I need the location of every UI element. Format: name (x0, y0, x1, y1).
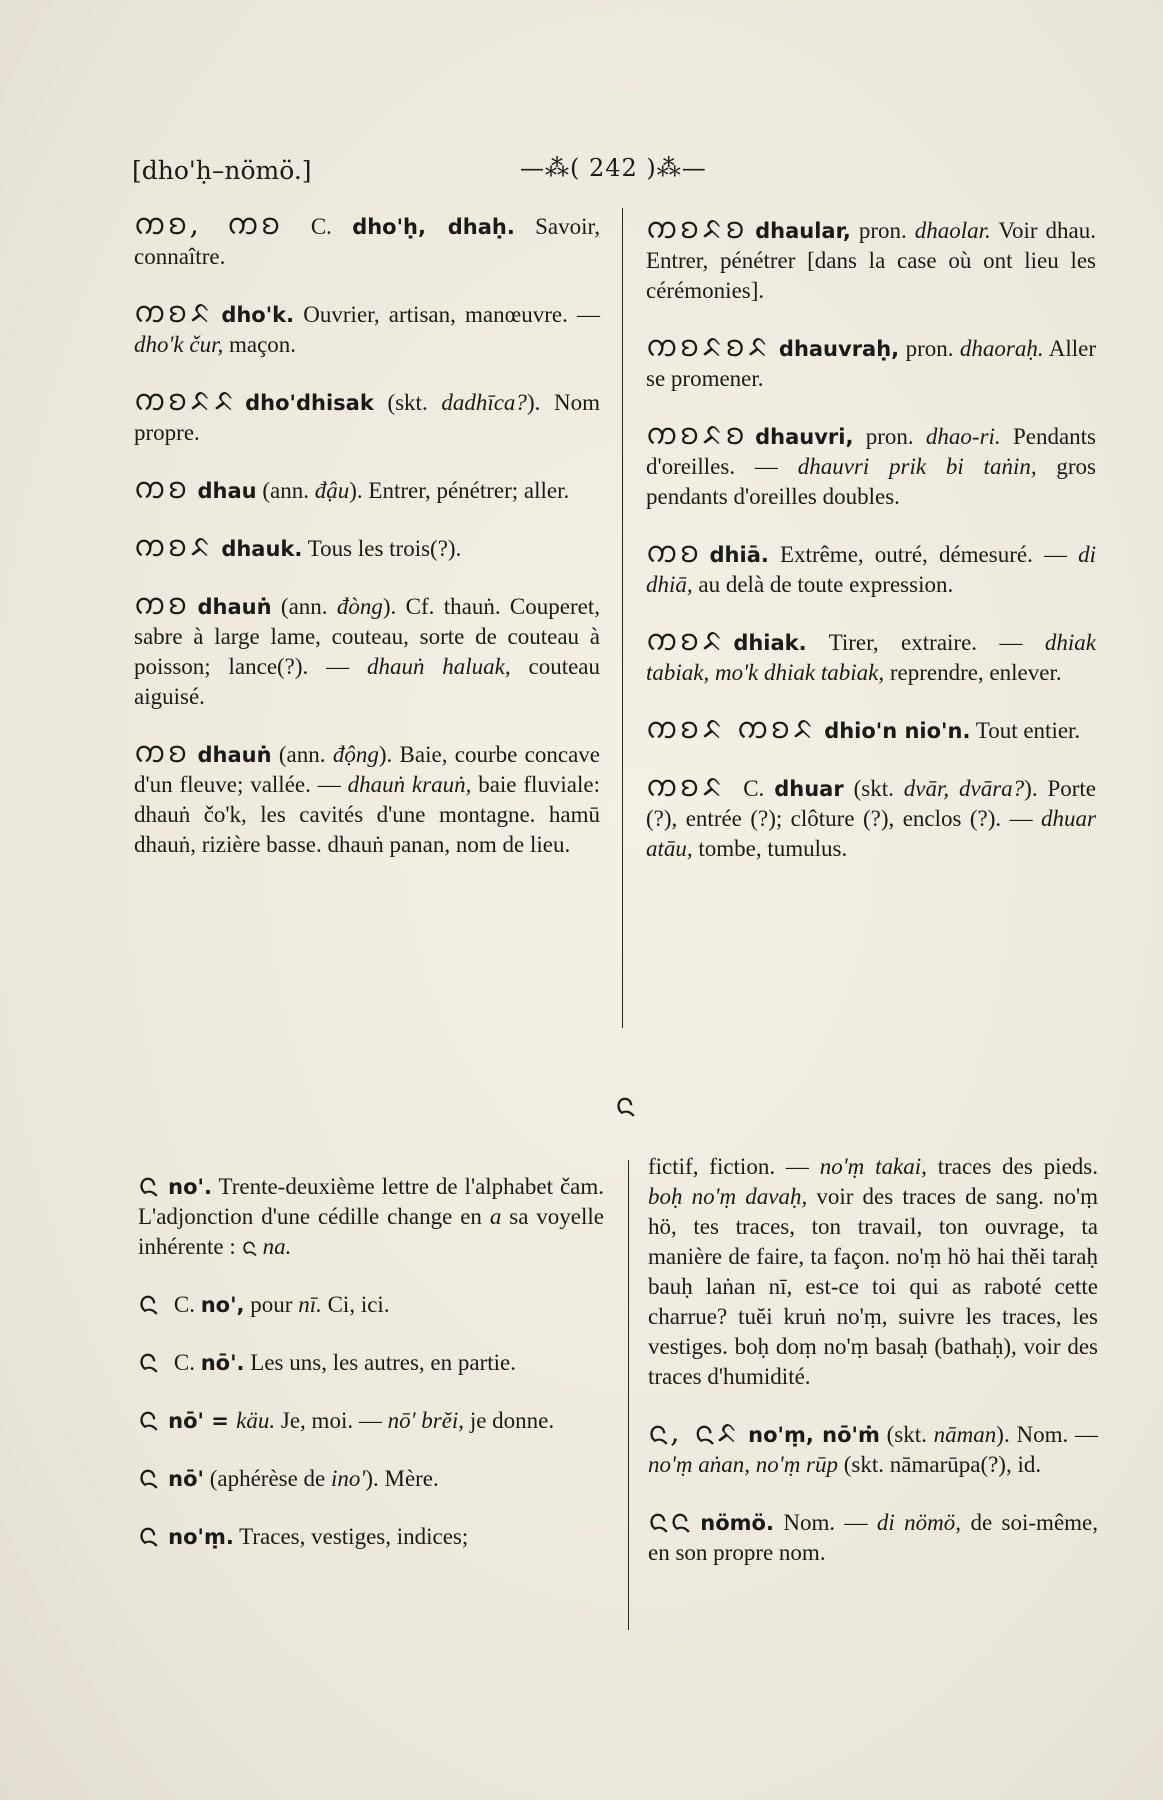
definition-text: Voir dhau. Entrer, pénétrer [dans la case où ont lieu les cérémonies]. (646, 218, 1096, 303)
headword: dho'ḥ, dhaḥ. (352, 215, 515, 239)
example-text: no'ṃ aṅan, no'ṃ rūp (648, 1452, 839, 1477)
headword: dhiak. (733, 631, 807, 655)
definition-text: maçon. (223, 332, 297, 357)
definition-text: Extrême, outré, démesuré. — (768, 542, 1079, 567)
entry-prefix: C. (290, 214, 353, 239)
definition-text: voir des traces de sang. no'ṃ hö, tes traces, ton travail, ton ouvrage, ta manière de faire, ta façon. no'ṃ hö hai thĕi taraḥ bauḥ laṅan nī, est-ce toi qui as raboté cette charrue? tuĕi kruṅ no'ṃ, suivre les traces, les vestiges. boḥ doṃ no'ṃ basaḥ (bathaḥ), voir des traces d'humidité. (648, 1184, 1098, 1389)
headword: dhaular, (755, 219, 851, 243)
definition-text: Tout entier. (970, 718, 1081, 743)
headword: dhuar (774, 777, 844, 801)
headword: dhauṅ (197, 595, 272, 619)
definition-text: (skt. nāmarūpa(?), id. (838, 1452, 1042, 1477)
cham-script-glyph: ᨠᨧ (134, 587, 190, 622)
headword: nō'. (200, 1351, 245, 1375)
headword: no'ṃ. (168, 1525, 234, 1549)
example-text: na. (262, 1234, 292, 1259)
headword: no'ṃ, nō'ṁ (748, 1423, 880, 1447)
example-text: dvār, dvāra? (903, 776, 1025, 801)
example-text: di dhiā, (646, 542, 1096, 597)
headword: dho'dhisak (245, 391, 374, 415)
example-text: đậu (314, 478, 350, 503)
definition-text: Ci, ici. (321, 1292, 390, 1317)
headword: dhauṅ (197, 743, 272, 767)
definition-text: ). Nom. — (996, 1422, 1098, 1447)
dictionary-entry (134, 529, 600, 564)
headword: nō' = (168, 1409, 237, 1433)
cham-script-glyph: ᨠᨧᨅ (646, 623, 726, 658)
example-text: a (489, 1204, 502, 1229)
column-n-left (138, 1167, 605, 1578)
dictionary-entry (134, 383, 600, 448)
headword: nō' (168, 1467, 204, 1491)
definition-text: pron. (850, 218, 915, 243)
example-text: boḥ no'ṃ davaḥ, (648, 1184, 808, 1209)
example-text: dhaolar. (914, 218, 991, 243)
cham-script-glyph: ᨠᨧ (134, 735, 190, 770)
cham-script-glyph: ᨠᨧᨅᨧᨅ (646, 329, 771, 364)
definition-text: pron. (853, 424, 926, 449)
headword: dhauvri, (755, 425, 854, 449)
running-head: [dho'ḥ–nömö.] (132, 156, 312, 185)
definition-text: reprendre, enlever. (884, 660, 1062, 685)
dictionary-entry (134, 471, 600, 506)
example-text: dhaoraḥ. (959, 336, 1044, 361)
definition-text: je donne. (464, 1408, 555, 1433)
example-text: di nömö, (876, 1510, 962, 1535)
cham-script-glyph: ᨠᨧᨅ (134, 529, 214, 564)
dictionary-entry (646, 769, 1097, 864)
definition-text: au delà de toute expression. (692, 572, 954, 597)
headword: dhauk. (221, 537, 303, 561)
example-text: dhauṅ haluak, (366, 654, 511, 679)
cham-script-glyph: ᨶ (138, 1401, 161, 1436)
definition-text: Les uns, les autres, en partie. (244, 1350, 516, 1375)
definition-text: pron. (899, 336, 960, 361)
dictionary-entry (138, 1401, 604, 1436)
cham-script-glyph: ᨠᨧᨅ ᨠᨧᨅ (646, 711, 817, 746)
definition-text: (skt. (373, 390, 442, 415)
definition-text: (ann. (271, 742, 333, 767)
entry-prefix: C. (733, 776, 775, 801)
example-text: dhauvri prik bi taṅin, (797, 454, 1037, 479)
definition-text: fictif, fiction. — (648, 1154, 820, 1179)
definition-text: (aphérèse de (203, 1466, 332, 1491)
column-dh-right (646, 211, 1097, 890)
column-dh-left (134, 207, 600, 886)
cham-script-glyph: ᨠᨧ (646, 535, 702, 570)
headword: dho'k. (221, 303, 295, 327)
section-letter-glyph: ᨶ (615, 1087, 636, 1122)
dictionary-entry (134, 587, 600, 712)
example-text: nāman (933, 1422, 997, 1447)
cham-script-glyph: ᨠᨧᨅᨧ (646, 417, 748, 452)
dictionary-entry (648, 1152, 1098, 1392)
example-text: dho'k čur, (134, 332, 224, 357)
dictionary-entry (646, 711, 1096, 746)
definition-text: Tous les trois(?). (302, 536, 462, 561)
example-text: no'ṃ takai, (819, 1154, 927, 1179)
cham-script-glyph: ᨶ (138, 1517, 161, 1552)
example-text: ino' (331, 1466, 366, 1491)
definition-text: tombe, tumulus. (692, 836, 848, 861)
definition-text: ). Entrer, pénétrer; aller. (349, 478, 570, 503)
example-text: dhao-ri. (925, 424, 1001, 449)
cham-script-glyph: ᨶᨶ (648, 1503, 693, 1538)
cham-script-glyph: ᨶ (138, 1285, 161, 1320)
definition-text: Nom. — (773, 1510, 877, 1535)
example-text: käu. (236, 1408, 276, 1433)
cham-script-glyph: ᨠᨧ, ᨠᨧ (134, 207, 283, 242)
definition-text: (skt. (879, 1422, 934, 1447)
headword: nömö. (700, 1511, 774, 1535)
example-text: nō' brĕi, (387, 1408, 465, 1433)
dictionary-entry (646, 623, 1096, 688)
definition-text: ). Nom propre. (134, 390, 600, 445)
entry-prefix: C. (168, 1350, 201, 1375)
definition-text: Traces, vestiges, indices; (233, 1524, 469, 1549)
definition-text: (skt. (843, 776, 904, 801)
column-divider-bottom (628, 1160, 629, 1630)
column-n-right (648, 1152, 1098, 1594)
definition-text: baie fluviale: dhauṅ čo'k, les cavités d'une montagne. hamū dhauṅ, rizière basse. dhauṅ panan, nom de lieu. (134, 772, 600, 857)
dictionary-entry (648, 1503, 1099, 1568)
cham-script-glyph: ᨠᨧᨅ (646, 769, 726, 804)
example-text: dhauṅ krauṅ, (347, 772, 472, 797)
example-text: dhiak tabiak, mo'k dhiak tabiak, (646, 630, 1096, 685)
definition-text: Tirer, extraire. — (806, 630, 1045, 655)
dictionary-entry (646, 535, 1096, 600)
dictionary-entry (138, 1285, 604, 1320)
dictionary-entry (648, 1415, 1098, 1480)
cham-script-glyph: ᨠᨧᨅᨅ (134, 383, 238, 418)
headword: dhauvraḥ, (778, 337, 900, 361)
definition-text: ). Baie, courbe concave d'un fleuve; vallée. — (134, 742, 600, 797)
definition-text: sa voyelle inhérente : ᨶ (138, 1204, 605, 1259)
dictionary-entry (138, 1459, 604, 1494)
dictionary-entry (134, 207, 600, 272)
definition-text: ). Cf. thauṅ. Couperet, sabre à large lame, couteau, sorte de couteau à poisson; lance(?). — (134, 594, 600, 679)
dictionary-entry (646, 417, 1096, 512)
cham-script-glyph: ᨶ (138, 1167, 161, 1202)
definition-text: Aller se promener. (646, 336, 1096, 391)
definition-text: Je, moi. — (275, 1408, 388, 1433)
definition-text: couteau aiguisé. (134, 654, 600, 709)
definition-text: Trente-deuxième lettre de l'alphabet čam. L'adjonction d'une cédille change en (138, 1174, 604, 1229)
definition-text: Savoir, connaître. (134, 214, 600, 269)
cham-script-glyph: ᨶ (138, 1459, 161, 1494)
example-text: đòng (336, 594, 383, 619)
dictionary-entry (138, 1517, 604, 1552)
page-header (120, 150, 1040, 190)
definition-text: ). Mère. (365, 1466, 439, 1491)
cham-script-glyph: ᨠᨧᨅ (134, 295, 214, 330)
definition-text: Ouvrier, artisan, manœuvre. — (294, 302, 600, 327)
page-number: —⁂( 242 )⁂— (520, 154, 707, 182)
definition-text: gros pendants d'oreilles doubles. (646, 454, 1096, 509)
definition-text: (ann. (256, 478, 315, 503)
definition-text: ). Porte (?), entrée (?); clôture (?), enclos (?). — (646, 776, 1097, 831)
headword: dhio'n nio'n. (824, 719, 971, 743)
entry-prefix: C. (168, 1292, 201, 1317)
dictionary-entry (646, 329, 1096, 394)
example-text: dadhīca? (441, 390, 527, 415)
cham-script-glyph: ᨠᨧᨅᨧ (646, 211, 748, 246)
dictionary-entry (138, 1167, 605, 1262)
cham-script-glyph: ᨶ, ᨶᨅ (648, 1415, 741, 1450)
definition-text: (ann. (271, 594, 337, 619)
definition-text: Pendants d'oreilles. — (646, 424, 1096, 479)
dictionary-entry (134, 735, 600, 860)
example-text: dhuar atāu, (646, 806, 1096, 861)
definition-text: de soi-même, en son propre nom. (648, 1510, 1099, 1565)
cham-script-glyph: ᨠᨧ (134, 471, 190, 506)
headword: no', (200, 1293, 245, 1317)
dictionary-entry (138, 1343, 604, 1378)
headword: dhiā. (709, 543, 769, 567)
cham-script-glyph: ᨶ (138, 1343, 161, 1378)
dictionary-entry (134, 295, 600, 360)
headword: no'. (168, 1175, 212, 1199)
dictionary-entry (646, 211, 1096, 306)
column-divider-top (622, 208, 623, 1028)
headword: dhau (197, 479, 257, 503)
definition-text: pour (244, 1292, 299, 1317)
example-text: nī. (298, 1292, 322, 1317)
definition-text: traces des pieds. (926, 1154, 1098, 1179)
example-text: động (332, 742, 379, 767)
